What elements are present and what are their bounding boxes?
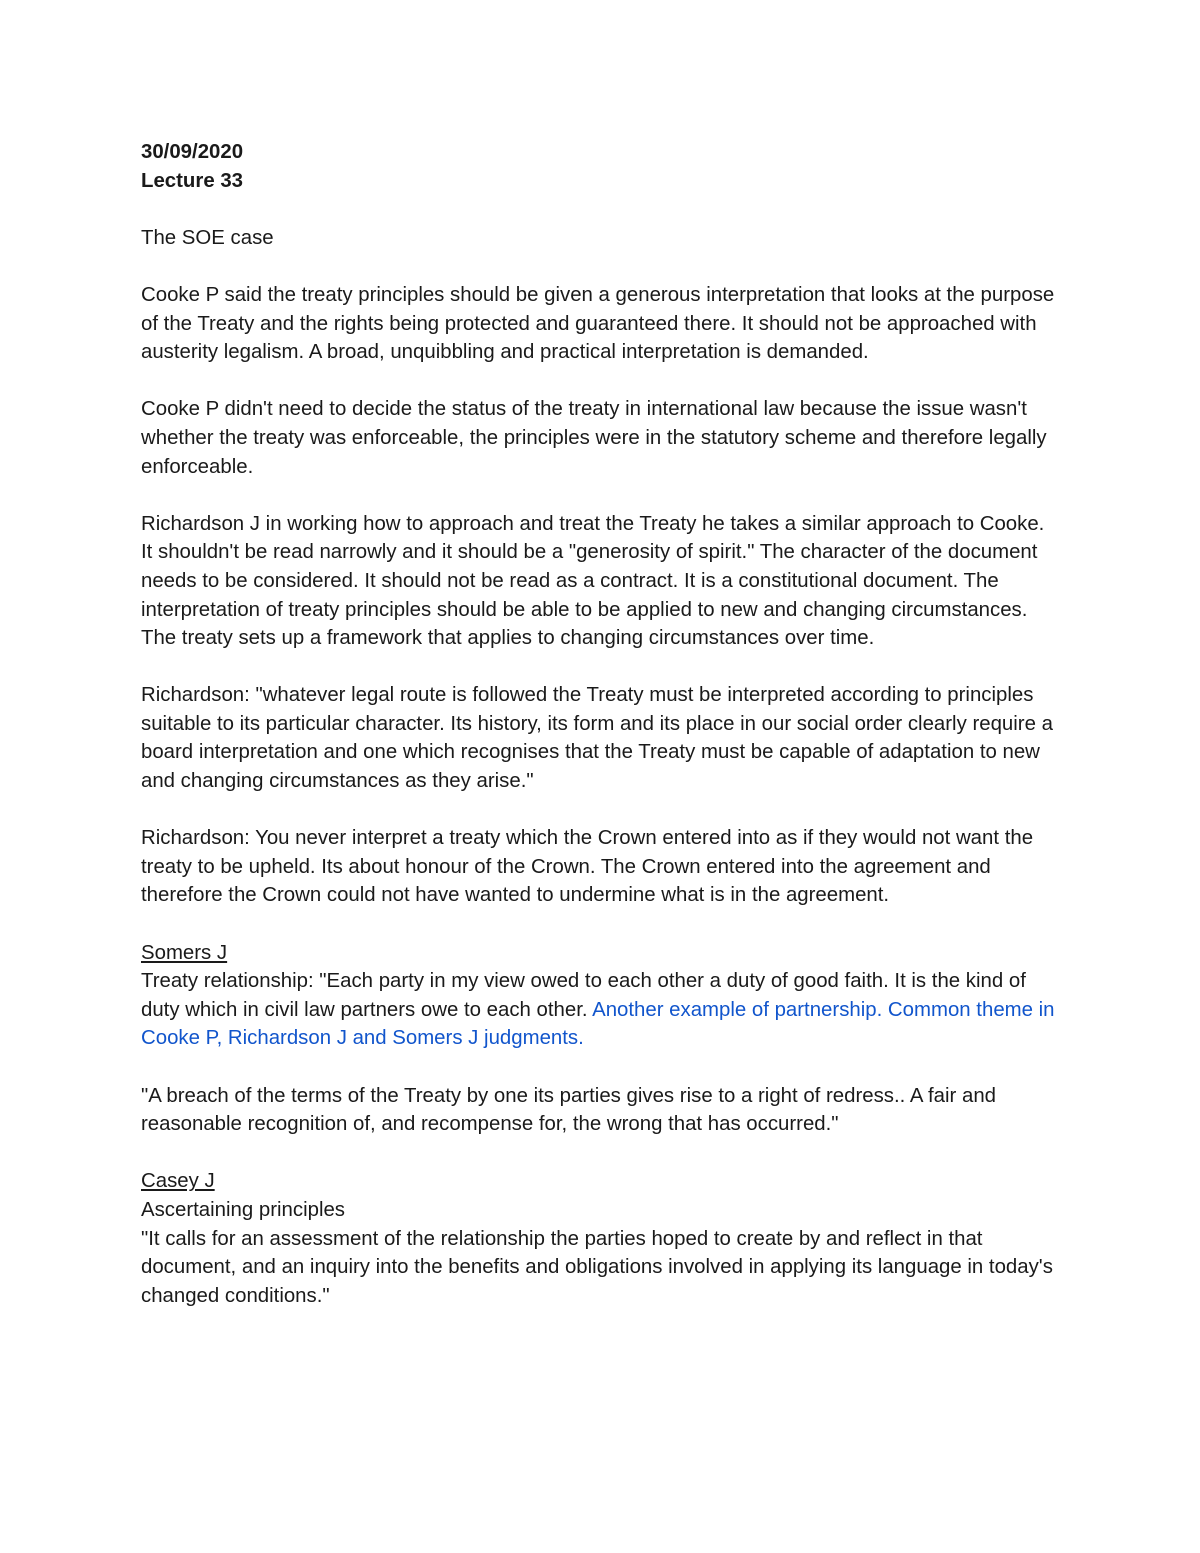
lecture-date: 30/09/2020 <box>141 141 244 163</box>
casey-subheading: Ascertaining principles <box>141 1198 346 1221</box>
case-title: The SOE case <box>141 226 274 249</box>
section-somers <box>141 939 1061 1053</box>
paragraph-cooke-2: Cooke P didn't need to decide the status of the treaty in international law because the issue wasn't whether the treaty was enforceable, the principles were in the statutory scheme and therefore legally enforceable. <box>141 398 1047 478</box>
document-page <box>141 138 1061 1339</box>
casey-heading: Casey J <box>141 1170 215 1193</box>
lecture-number: Lecture 33 <box>141 169 244 192</box>
paragraph-richardson-2: Richardson: "whatever legal route is followed the Treaty must be interpreted according to principles suitable to its particular character. Its history, its form and its place in our social order clearly require a board interpretation and one which recognises that the Treaty must be capable of adaptation to new and changing circumstances as they arise." <box>141 684 1053 793</box>
somers-text: Treaty relationship: "Each party in my view owed to each other a duty of good faith. It is the kind of duty which in civil law partners owe to each other. <box>141 970 1026 1021</box>
somers-quote: "A breach of the terms of the Treaty by one its parties gives rise to a right of redress.. A fair and reasonable recognition of, and recompense for, the wrong that has occurred." <box>141 1084 997 1136</box>
lecture-header <box>141 138 1061 195</box>
somers-note: Another example of partnership. Common theme in Cooke P, Richardson J and Somers J judgments. <box>141 998 1055 1050</box>
paragraph-richardson-1: Richardson J in working how to approach and treat the Treaty he takes a similar approach to Cooke. It shouldn't be read narrowly and it should be a "generosity of spirit." The character of the document needs to be considered. It should not be read as a contract. It is a constitutional document. The interpretation of treaty principles should be able to be applied to new and changing circumstances. The treaty sets up a framework that applies to changing circumstances over time. <box>141 512 1045 650</box>
casey-quote: "It calls for an assessment of the relationship the parties hoped to create by and reflect in that document, and an inquiry into the benefits and obligations involved in applying its language in today's changed conditions." <box>141 1227 1053 1307</box>
somers-heading: Somers J <box>141 941 228 964</box>
paragraph-richardson-3: Richardson: You never interpret a treaty which the Crown entered into as if they would not want the treaty to be upheld. Its about honour of the Crown. The Crown entered into the agreement and therefore the Crown could not have wanted to undermine what is in the agreement. <box>141 827 1034 907</box>
paragraph-cooke-1: Cooke P said the treaty principles should be given a generous interpretation that looks at the purpose of the Treaty and the rights being protected and guaranteed there. It should not be approached with austerity legalism. A broad, unquibbling and practical interpretation is demanded. <box>141 283 1055 364</box>
section-casey <box>141 1167 1061 1310</box>
